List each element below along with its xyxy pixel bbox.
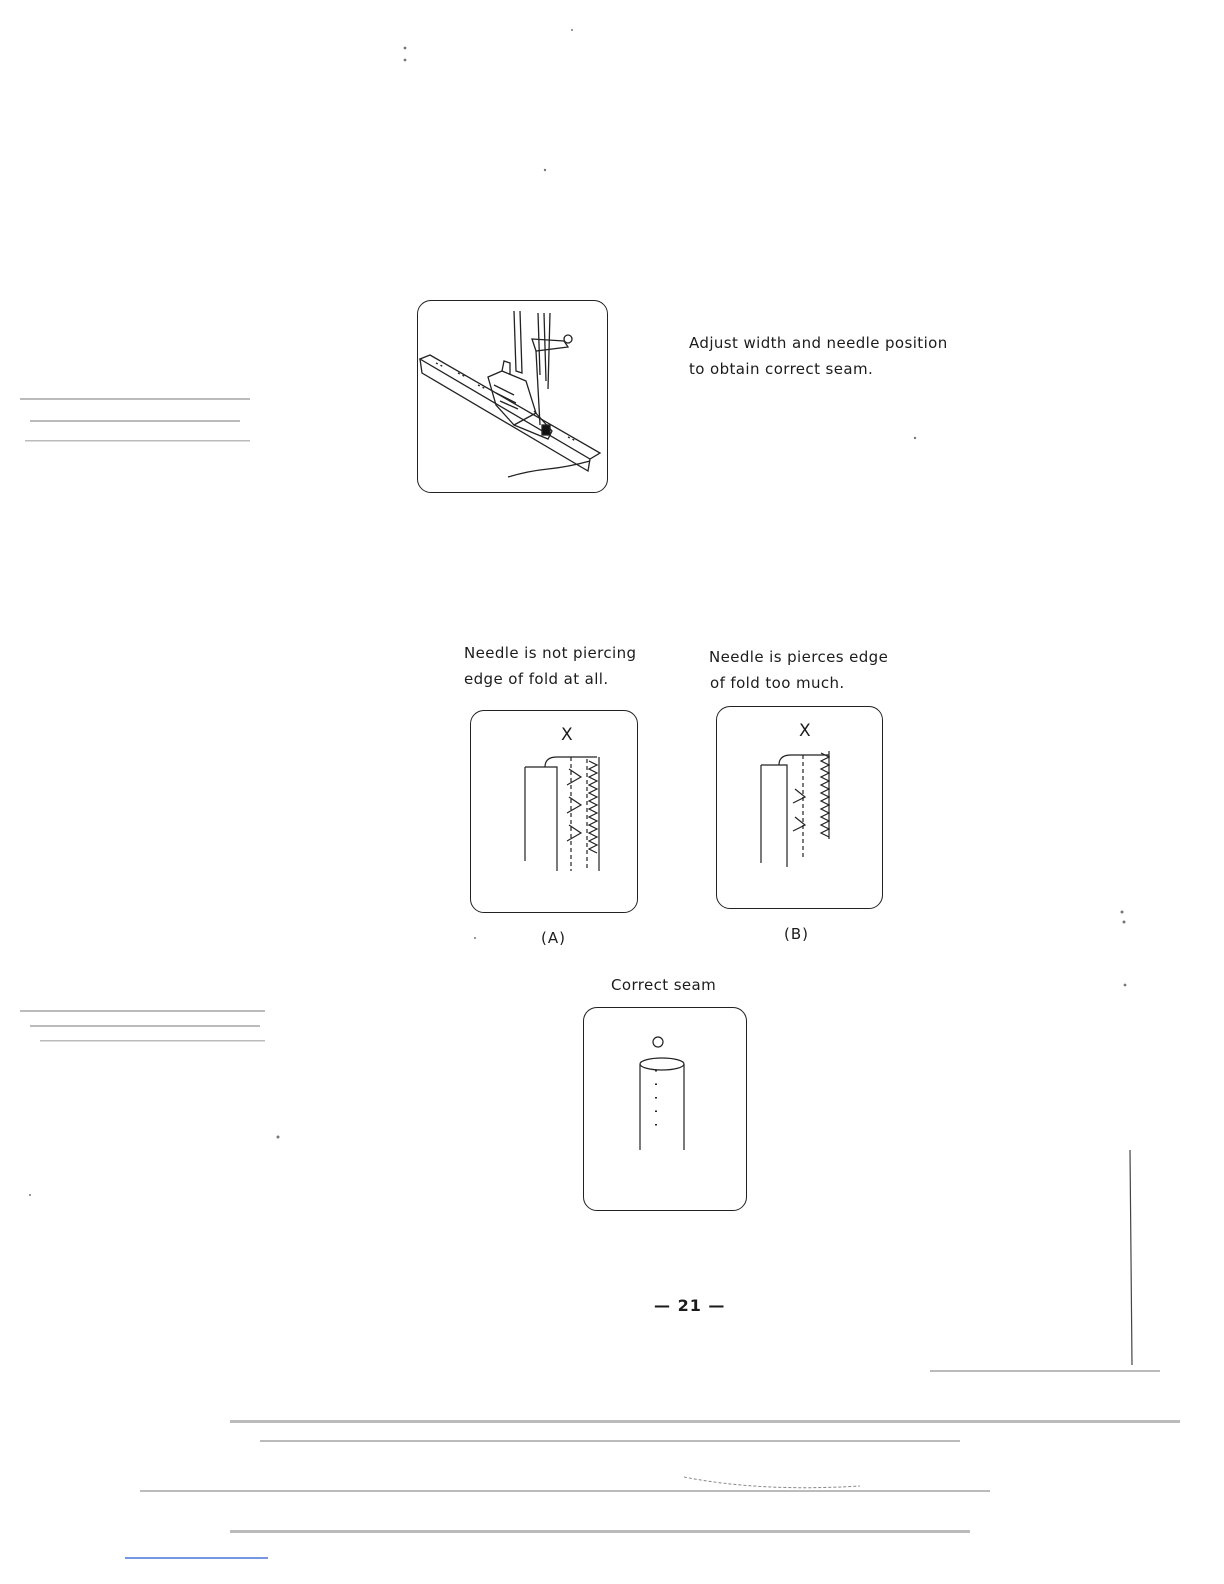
instruction-line-1: Adjust width and needle position (689, 334, 948, 352)
incorrect-mark-a: X (561, 725, 574, 745)
example-b-diagram (716, 706, 883, 909)
sewing-foot-icon (418, 301, 607, 492)
label-b: (B) (784, 925, 809, 943)
caption-a-line-2: edge of fold at all. (464, 670, 609, 688)
correct-seam-caption: Correct seam (611, 976, 717, 994)
caption-b-line-2: of fold too much. (710, 674, 845, 692)
incorrect-mark-b: X (799, 721, 812, 741)
correct-seam-icon (584, 1008, 746, 1210)
presser-foot-illustration (417, 300, 608, 493)
caption-b-line-1: Needle is pierces edge (709, 648, 889, 666)
label-a: (A) (541, 929, 566, 947)
caption-a-line-1: Needle is not piercing (464, 644, 637, 662)
seam-a-icon (471, 711, 637, 912)
example-a-diagram (470, 710, 638, 913)
instruction-line-2: to obtain correct seam. (689, 360, 874, 378)
page-number: — 21 — (654, 1296, 726, 1315)
correct-seam-diagram (583, 1007, 747, 1211)
